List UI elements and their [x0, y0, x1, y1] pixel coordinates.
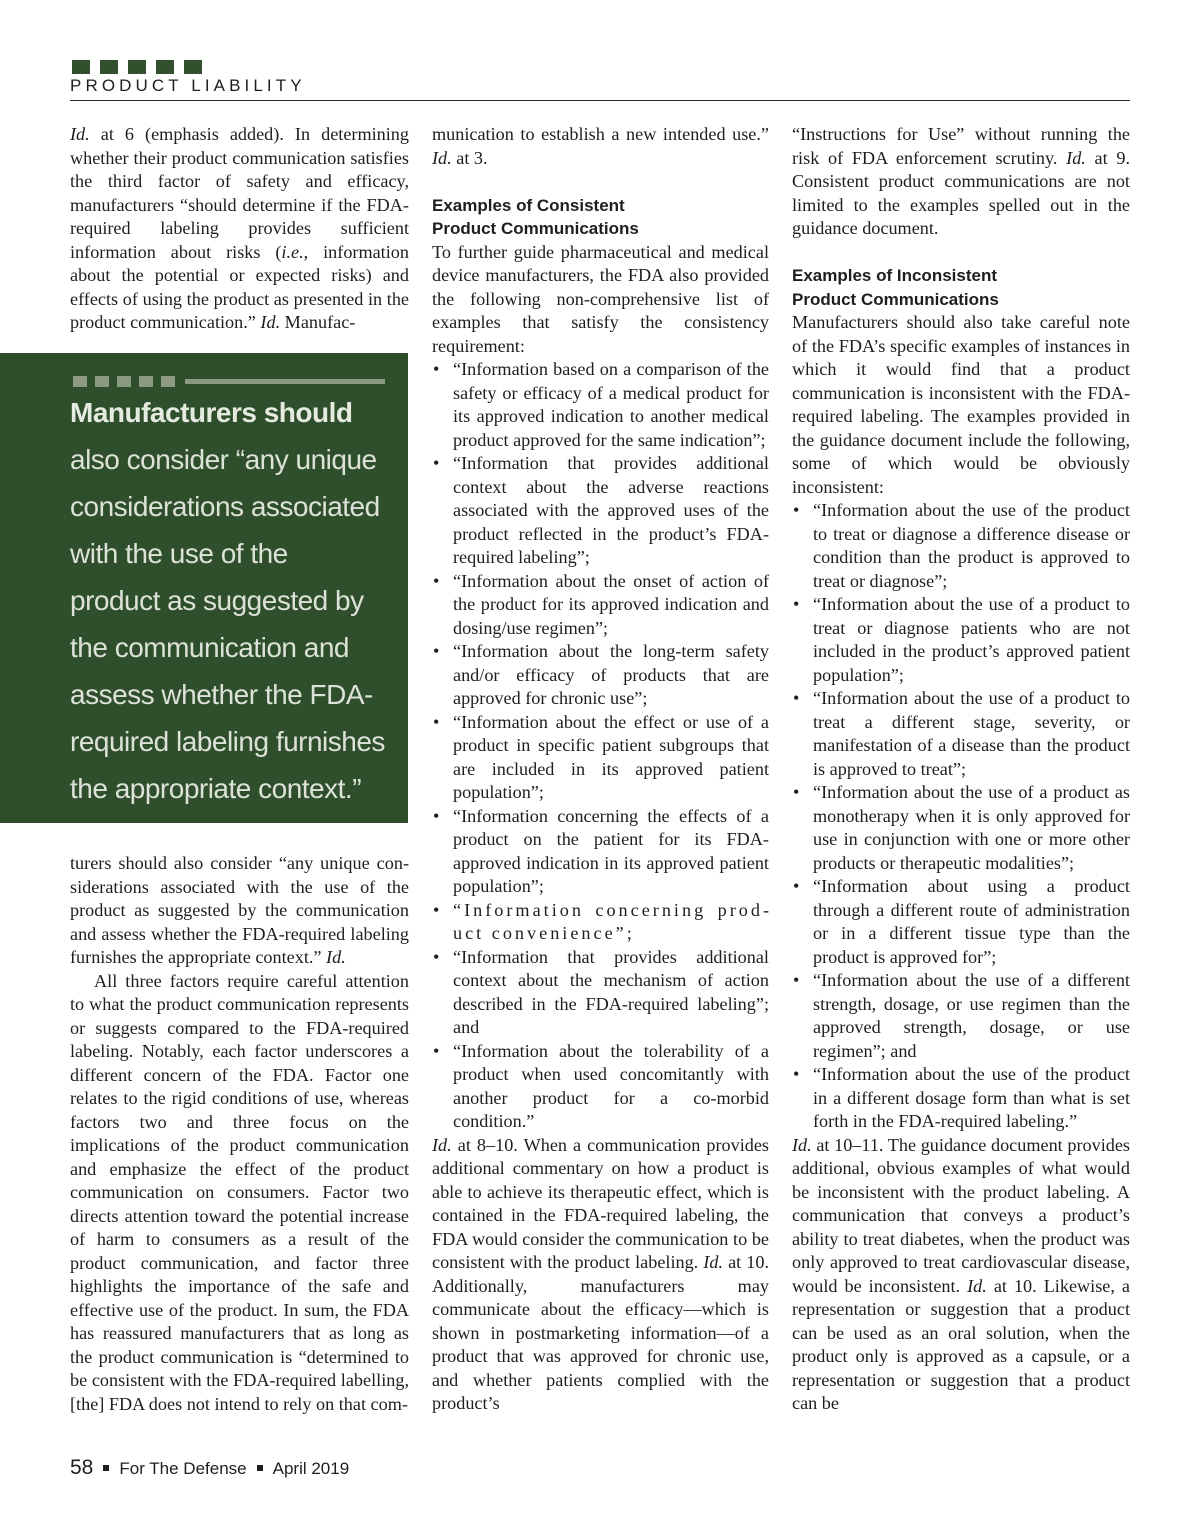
pull-quote-rule: [185, 379, 385, 384]
column-1-top: [70, 123, 409, 335]
bullet-list: [792, 499, 1130, 1134]
pull-quote-line: the communication and: [70, 632, 350, 663]
pull-quote-line: also consider “any unique: [70, 444, 377, 475]
text: at 3.: [451, 147, 488, 168]
text: munication to establish a new intended use.”: [432, 124, 769, 144]
list-item: • “Information concerning product convenience”;: [432, 899, 769, 946]
paragraph: [792, 123, 1130, 241]
citation: Id.: [792, 1134, 812, 1155]
citation: Id.: [326, 947, 346, 967]
header-square: [128, 60, 146, 74]
header-square: [72, 60, 90, 74]
paragraph: All three factors require careful attention to what the product communication represents or suggests compared to the FDA-required labeling. Notably, each factor underscores a different concern of the FDA. Factor one relates to the rigid conditions of use, whereas factors two and three focus on the implications of the product communication and emphasize the effect of the product communication on consumers. Factor two directs attention toward the potential increase of harm to consumers as a result of the product communication, and factor three highlights the importance of the safe and effective use of the product. In sum, the FDA has reassured manufacturers that as long as the product communication is “determined to be consistent with the FDA-required labelling, [the] FDA does not intend to rely on that com-: [70, 970, 409, 1414]
pull-quote-line: product as suggested by: [70, 585, 364, 616]
list-item: • “Information about the use of a product as monotherapy when it is only approved for use in conjunction with one or more other products or therapeutic modalities”;: [792, 781, 1130, 875]
text: at 6 (emphasis added). In determining whether their product communication satisfies the third factor of safety and efficacy, manufacturers “should determine if the FDA-required labeling provides sufficient information about risks (: [70, 124, 409, 262]
text: , information about the potential or expected risks) and effects of using the product as presented in the product communication.”: [70, 241, 409, 332]
emphasis: i.e.: [281, 241, 304, 262]
citation: Id.: [260, 312, 281, 332]
paragraph: [70, 852, 409, 970]
paragraph: [70, 123, 409, 335]
pull-quote-line: required labeling furnishes: [70, 726, 385, 757]
issue-date: April 2019: [272, 1459, 350, 1478]
citation: Id.: [967, 1275, 987, 1296]
footer-separator: [103, 1465, 109, 1471]
section-heading: [792, 264, 1130, 311]
list-item: • “Information about the tolerability of a product when used concomitantly with another product for a co-morbid condition.”: [432, 1040, 769, 1134]
column-2: [432, 123, 769, 1416]
pull-quote-lead: Manufacturers should: [70, 397, 353, 428]
text: at 10–11. The guidance document provides additional, obvious examples of what would be inconsistent with the product labeling. A communication that conveys a product’s ability to treat diabetes, when the product was only approved to treat cardiovascular disease, would be inconsistent.: [792, 1134, 1130, 1296]
header-square: [156, 60, 174, 74]
paragraph: [432, 1134, 769, 1416]
text: turers should also consider “any unique considerations associated with the use of the product as suggested by the communication and assess whether the FDA-required labeling furnishes the appropriate context.”: [70, 853, 409, 967]
section-heading: [432, 194, 769, 241]
pull-quote-square: [95, 376, 109, 387]
header-rule: [70, 100, 1130, 101]
text: at 10. Additionally, manufacturers may communicate about the efficacy—which is shown in postmarketing information—of a product that was approved for chronic use, and whether patients complied with the product’s: [432, 1252, 769, 1413]
text: “Instructions for Use” without running the risk of FDA enforcement scrutiny.: [792, 124, 1130, 168]
pull-quote-squares: [73, 376, 175, 387]
paragraph: [432, 123, 769, 170]
pull-quote-square: [117, 376, 131, 387]
header-square: [100, 60, 118, 74]
column-3: [792, 123, 1130, 1416]
text: at 10. Likewise, a representation or suggestion that a product can be used as an oral solution, when the product only is approved as a capsule, or a representation or suggestion that a product can be: [792, 1275, 1130, 1413]
citation: Id.: [432, 147, 452, 168]
heading-line: Product Communications: [432, 219, 639, 238]
list-item: • “Information concerning the effects of a product on the patient for its FDA-approved indication in its approved patient population”;: [432, 805, 769, 899]
list-item: • “Information about the use of the product in a different dosage form than what is set forth in the FDA-required labeling.”: [792, 1063, 1130, 1134]
paragraph: [792, 1134, 1130, 1416]
section-label: PRODUCT LIABILITY: [70, 76, 306, 95]
column-1-bottom: [70, 852, 409, 1416]
pull-quote-square: [73, 376, 87, 387]
list-item: • “Information about the use of a product to treat or diagnose patients who are not included in the product’s approved patient population”;: [792, 593, 1130, 687]
page-number: 58: [70, 1456, 94, 1479]
paragraph: Manufacturers should also take careful note of the FDA’s specific examples of instances in which it would find that a product communication is inconsistent with the FDA-required labeling. The examples provided in the guidance document include the following, some of which would be obviously inconsistent:: [792, 312, 1130, 497]
header-square: [184, 60, 202, 74]
heading-line: Examples of Inconsistent: [792, 266, 997, 285]
pull-quote-line: with the use of the: [70, 538, 288, 569]
list-item: • “Information based on a comparison of the safety or efficacy of a medical product for its approved indication to another medical product approved for the same indication”;: [432, 358, 769, 452]
list-item: • “Information about the use of a product to treat a different stage, severity, or manifestation of a disease than the product is approved to treat”;: [792, 687, 1130, 781]
pull-quote-line: the appropriate context.”: [70, 773, 362, 804]
pull-quote-square: [139, 376, 153, 387]
heading-line: Product Communications: [792, 289, 999, 309]
heading-line: Examples of Consistent: [432, 195, 625, 215]
text: at 8–10. When a communication provides additional commentary on how a product is able to achieve its therapeutic effect, which is contained in the FDA-required labeling, the FDA would consider the communication to be consistent with the product labeling.: [432, 1134, 769, 1272]
footer-separator: [257, 1465, 263, 1471]
list-item: • “Information about the use of the product to treat or diagnose a difference disease or condition than the product is approved to treat or diagnose”;: [792, 499, 1130, 593]
pull-quote-text: [70, 389, 400, 812]
list-item: • “Information about the long-term safety and/or efficacy of products that are approved for chronic use”;: [432, 640, 769, 711]
pull-quote-line: assess whether the FDA-: [70, 679, 373, 710]
pull-quote-square: [161, 376, 175, 387]
publication-name: For The Defense: [119, 1459, 247, 1478]
citation: Id.: [1066, 147, 1086, 168]
list-item: • “Information about using a product through a different route of administration or in a different tissue type than the product is approved for”;: [792, 875, 1130, 969]
list-item: • “Information about the effect or use of a product in specific patient subgroups that are included in its approved patient population”;: [432, 711, 769, 805]
header-squares: [72, 60, 202, 74]
citation: Id.: [70, 124, 90, 144]
page-footer: [70, 1456, 349, 1480]
list-item: • “Information that provides additional context about the mechanism of action described in the FDA-required labeling”; and: [432, 946, 769, 1040]
paragraph: To further guide pharmaceutical and medical device manufacturers, the FDA also provided the following non-comprehensive list of examples that satisfy the consistency requirement:: [432, 241, 769, 356]
bullet-list: [432, 358, 769, 1134]
list-item: • “Information about the onset of action of the product for its approved indication and dosing/use regimen”;: [432, 570, 769, 641]
pull-quote: [0, 353, 408, 823]
text: Manufac-: [280, 312, 356, 332]
citation: Id.: [432, 1134, 452, 1155]
text: at 9. Consistent product communications are not limited to the examples spelled out in the guidance document.: [792, 147, 1130, 238]
list-item: • “Information about the use of a different strength, dosage, or use regimen than the approved strength, dosage, or use regimen”; and: [792, 969, 1130, 1063]
pull-quote-line: considerations associated: [70, 491, 380, 522]
list-item: • “Information that provides additional context about the adverse reactions associated with the approved uses of the product reflected in the product’s FDA-required labeling”;: [432, 452, 769, 570]
citation: Id.: [703, 1252, 723, 1272]
